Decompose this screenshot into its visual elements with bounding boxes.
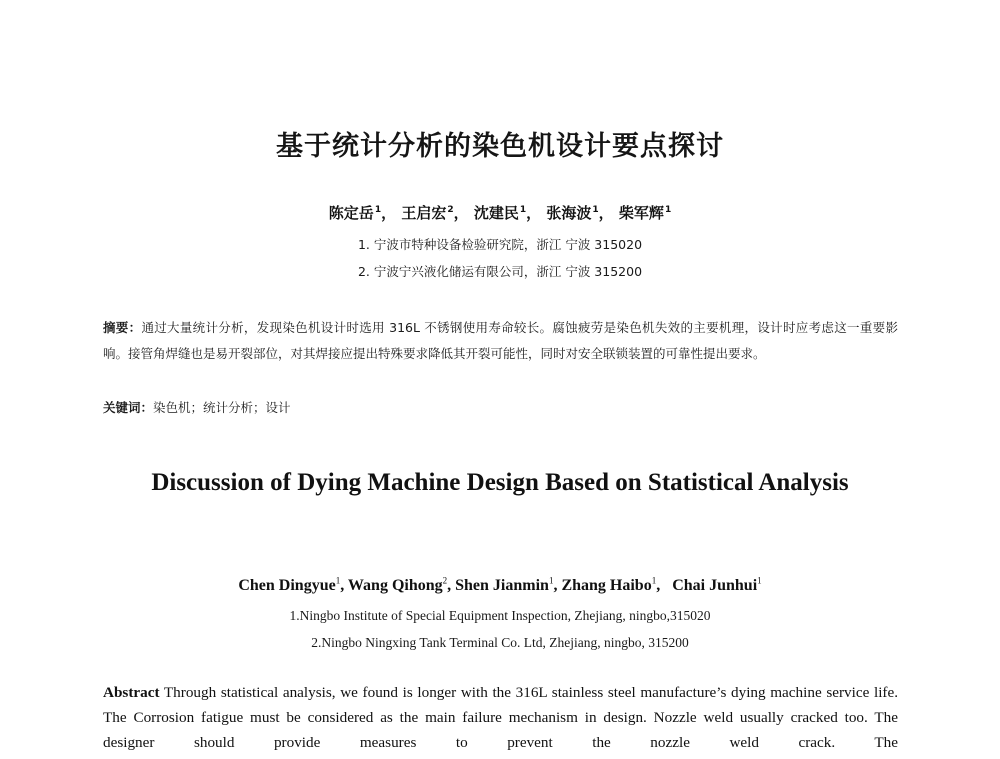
author-name: 张海波: [546, 204, 592, 222]
english-abstract: [103, 680, 898, 755]
author-separator: ,: [340, 577, 348, 595]
english-abstract-label: Abstract: [103, 684, 160, 701]
chinese-abstract-label: 摘要：: [103, 320, 142, 335]
author: [348, 577, 455, 594]
author-affiliation-mark: 1: [592, 205, 599, 215]
author-separator: ，: [453, 204, 469, 222]
author-name: 柴军辉: [618, 204, 664, 222]
english-author-list: [0, 576, 1000, 595]
author: [455, 577, 561, 594]
chinese-affiliation-1: 1. 宁波市特种设备检验研究院，浙江 宁波 315020: [357, 237, 643, 252]
author-separator: ,: [656, 577, 669, 595]
author-separator: ，: [381, 204, 397, 222]
author-separator: ，: [526, 204, 542, 222]
author: [546, 204, 613, 222]
author: [561, 577, 668, 594]
chinese-abstract-text: 通过大量统计分析，发现染色机设计时选用 316L 不锈钢使用寿命较长。腐蚀疲劳是染色机失效的主要机理，设计时应考虑这一重要影响。接管角焊缝也是易开裂部位，对其焊接应提出特殊要求降低其开裂可能性，同时对安全联锁装置的可靠性提出要求。: [103, 320, 898, 361]
english-affiliation-2: 2.Ningbo Ningxing Tank Terminal Co. Ltd, Zhejiang, ningbo, 315200: [311, 635, 689, 650]
author-affiliation-mark: 1: [664, 205, 672, 215]
author-affiliation-mark: 1: [374, 205, 382, 215]
english-affiliation-1: 1.Ningbo Institute of Special Equipment Inspection, Zhejiang, ningbo,315020: [289, 608, 711, 623]
chinese-keywords-label: 关键词：: [103, 400, 154, 415]
author-name: Chen Dingyue: [238, 577, 336, 595]
chinese-author-list: [0, 202, 1000, 223]
author-name: Chai Junhui: [672, 577, 758, 595]
chinese-title: 基于统计分析的染色机设计要点探讨: [276, 131, 724, 162]
author-separator: ,: [447, 577, 456, 595]
author-name: 王启宏: [401, 204, 447, 222]
chinese-abstract: [103, 315, 898, 367]
author-affiliation-mark: 2: [442, 576, 448, 586]
author-affiliation-mark: 1: [548, 576, 554, 586]
author-separator: ，: [598, 204, 614, 222]
author-name: 陈定岳: [328, 204, 374, 222]
chinese-affiliation-2: 2. 宁波宁兴液化储运有限公司，浙江 宁波 315200: [357, 264, 643, 279]
author-name: Shen Jianmin: [455, 577, 549, 595]
author: [329, 204, 396, 222]
chinese-keywords-text: 染色机；统计分析；设计: [153, 400, 291, 415]
english-title: Discussion of Dying Machine Design Based on Statistical Analysis: [151, 469, 849, 496]
author-affiliation-mark: 1: [519, 205, 527, 215]
author-name: 沈建民: [473, 204, 519, 222]
author: [238, 577, 348, 594]
author-affiliation-mark: 1: [651, 576, 657, 586]
author-affiliation-mark: 1: [335, 576, 341, 586]
author-name: Zhang Haibo: [561, 577, 652, 595]
author: [672, 577, 761, 594]
author: [474, 204, 541, 222]
author: [401, 204, 468, 222]
chinese-keywords: [103, 398, 898, 416]
author-affiliation-mark: 1: [757, 576, 762, 586]
author: [619, 204, 671, 222]
author-affiliation-mark: 2: [447, 205, 454, 215]
english-abstract-text: Through statistical analysis, we found is longer with the 316L stainless steel manufacture’s dying machine service life. The Corrosion fatigue must be considered as the main failure mechanism in design. Nozzle weld usually cracked too. The designer should provide measures to prevent the nozzle weld crack. The: [103, 684, 899, 751]
author-separator: ,: [553, 577, 562, 595]
author-name: Wang Qihong: [347, 577, 443, 595]
